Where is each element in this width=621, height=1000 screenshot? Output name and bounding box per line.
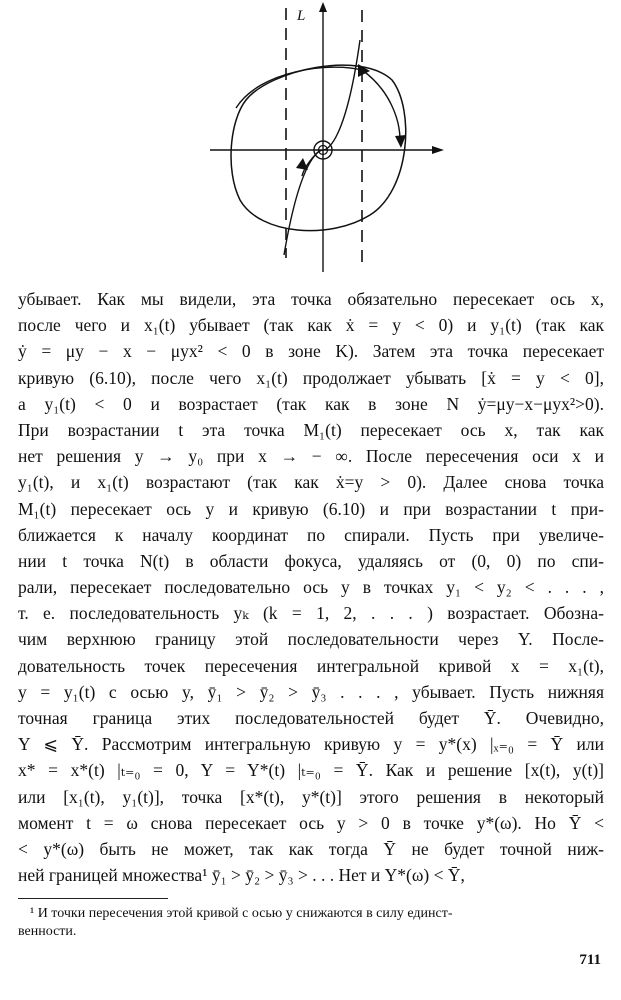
inner-trajectory-arrow-left [296,158,308,170]
text-line: а y₁(t) < 0 и возрастает (так как в зоне N ẏ=μy−x−μyx²>0). [18,393,604,414]
text-line: нет решения y → y₀ при x → − ∞. После пересечения оси x и [18,446,604,467]
text-line: кривую (6.10), после чего x₁(t) продолжает убывать [ẋ = y < 0], [18,367,604,388]
text-line: точная граница этих последовательностей будет Ȳ. Очевидно, [18,708,604,728]
axis-label-L: L [297,8,306,24]
phase-portrait-figure [200,0,450,278]
text-line: При возрастании t эта точка M₁(t) пересекает ось x, так как [18,419,604,440]
text-line: после чего и x₁(t) убывает (так как ẋ = y < 0) и y₁(t) (так как [18,315,604,336]
text-line: нии t точка N(t) в области фокуса, удаляясь от (0, 0) по спи- [18,550,604,571]
text-line: ближается к началу координат по спирали. Пусть при увеличе- [18,524,604,545]
text-line: y = y₁(t) с осью y, ȳ₁ > ȳ₂ > ȳ₃ . . . , убывает. Пусть нижняя [18,681,604,702]
footnote-rule [18,898,168,899]
text-line: рали, пересекает последовательно ось y в точках y₁ < y₂ < . . . , [18,577,604,598]
body-text [18,286,604,888]
text-line: ẏ = μy − x − μyx² < 0 в зоне K). Затем эта точка пересекает [18,341,604,362]
text-line: чим верхнюю границу этой последовательности через Y. После- [18,629,604,650]
text-line: M₁(t) пересекает ось y и кривую (6.10) и при возрастании t при- [18,498,604,519]
outer-trajectory [236,67,362,108]
text-line: момент t = ω снова пересекает ось y > 0 в точке y*(ω). Но Ȳ < [18,812,604,833]
y-axis-arrow [319,2,327,12]
text-line: довательность точек пересечения интегральной кривой x = x₁(t), [18,655,604,676]
text-line: y₁(t), и x₁(t) возрастают (так как ẋ=y > 0). Далее снова точка [18,472,604,493]
inner-trajectory-right [362,70,400,140]
text-line: т. е. последовательность yₖ (k = 1, 2, . . . ) возрастает. Обозна- [18,603,604,624]
text-line: x* = x*(t) |ₜ₌₀ = 0, Y = Y*(t) |ₜ₌₀ = Ȳ. Как и решение [x(t), y(t)] [18,760,604,781]
page-number: 711 [579,952,601,968]
text-line: или [x₁(t), y₁(t)], точка [x*(t), y*(t)] этого решения в некоторый [18,786,604,807]
text-line: Y ⩽ Ȳ. Рассмотрим интегральную кривую y = y*(x) |ₓ₌₀ = Ȳ или [18,734,604,755]
footnote-line-2: венности. [18,924,77,939]
text-line: ней границей множества¹ ȳ₁ > ȳ₂ > ȳ₃ > . . . Нет и Y*(ω) < Ȳ, [18,865,465,886]
footnote-line-1: ¹ И точки пересечения этой кривой с осью y снижаются в силу единст- [30,906,453,921]
text-line: убывает. Как мы видели, эта точка обязательно пересекает ось x, [18,289,604,309]
x-axis-arrow [432,146,444,154]
text-line: < y*(ω) быть не может, так как тогда Ȳ не будет точной ниж- [18,838,604,859]
footnote [18,898,604,941]
